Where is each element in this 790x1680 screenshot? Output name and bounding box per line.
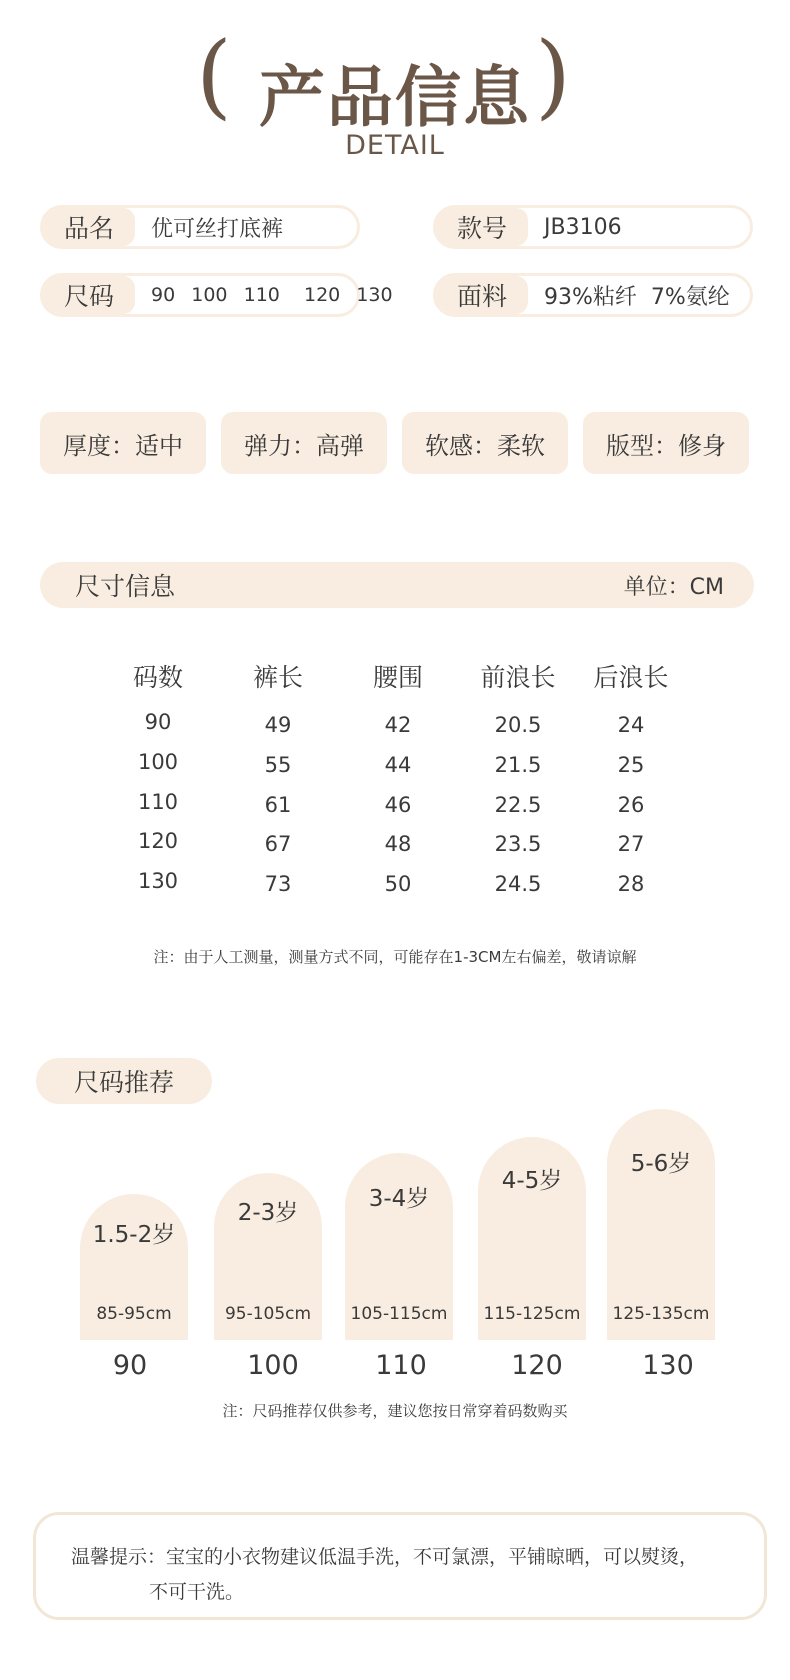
table-cell: 25 <box>617 753 645 777</box>
table-cell: 20.5 <box>494 713 542 737</box>
height-label: 105-115cm <box>350 1304 448 1324</box>
size-label: 120 <box>511 1350 563 1381</box>
table-cell: 27 <box>617 832 645 856</box>
info-label: 品名 <box>43 208 135 246</box>
size-label: 90 <box>112 1350 148 1381</box>
attr-fit: 版型：修身 <box>583 412 749 474</box>
table-cell: 22.5 <box>494 793 542 817</box>
table-cell: 28 <box>617 872 645 896</box>
info-label: 面料 <box>436 276 528 314</box>
table-cell: 73 <box>264 872 292 896</box>
table-header: 码数 <box>132 663 183 692</box>
care-tip-line: 温馨提示：宝宝的小衣物建议低温手洗，不可氯漂，平铺晾晒，可以熨烫， <box>71 1546 699 1568</box>
height-label: 125-135cm <box>612 1304 710 1324</box>
info-pill-size <box>40 273 393 317</box>
size-info-bar <box>40 562 754 608</box>
table-cell: 100 <box>137 750 179 774</box>
table-cell: 26 <box>617 793 645 817</box>
right-paren: ) <box>535 22 571 129</box>
info-value: 优可丝打底裤 <box>151 216 284 242</box>
table-cell: 23.5 <box>494 832 542 856</box>
table-header: 前浪长 <box>480 663 556 692</box>
table-cell: 24 <box>617 713 645 737</box>
size-note: 注：由于人工测量，测量方式不同，可能存在1-3CM左右偏差，敬请谅解 <box>153 948 637 966</box>
table-cell: 90 <box>144 710 172 734</box>
size-label: 110 <box>375 1350 427 1381</box>
info-value: JB3106 <box>544 214 622 240</box>
height-label: 95-105cm <box>224 1304 312 1324</box>
table-cell: 21.5 <box>494 753 542 777</box>
age-label: 5-6岁 <box>630 1151 692 1177</box>
attr-thickness: 厚度：适中 <box>40 412 206 474</box>
info-pill-name <box>40 205 360 249</box>
page-subtitle: DETAIL <box>345 130 445 161</box>
table-cell: 120 <box>137 829 179 853</box>
table-cell: 46 <box>384 793 412 817</box>
info-pill-style-no <box>433 205 753 249</box>
table-header: 裤长 <box>252 663 303 692</box>
info-label: 尺码 <box>43 276 135 314</box>
recommend-title: 尺码推荐 <box>36 1058 212 1104</box>
attr-elasticity: 弹力：高弹 <box>221 412 387 474</box>
age-label: 1.5-2岁 <box>92 1222 176 1248</box>
table-cell: 44 <box>384 753 412 777</box>
age-label: 3-4岁 <box>368 1186 430 1212</box>
age-label: 4-5岁 <box>501 1168 563 1194</box>
table-cell: 24.5 <box>494 872 542 896</box>
height-label: 85-95cm <box>96 1304 172 1324</box>
age-label: 2-3岁 <box>237 1200 299 1226</box>
size-info-unit: 单位：CM <box>623 574 724 600</box>
info-value: 93%粘纤 7%氨纶 <box>544 284 730 310</box>
care-tip-line: 不可干洗。 <box>149 1581 245 1603</box>
size-label: 100 <box>247 1350 299 1381</box>
table-cell: 49 <box>264 713 292 737</box>
table-header: 腰围 <box>372 663 423 692</box>
recommend-note: 注：尺码推荐仅供参考，建议您按日常穿着码数购买 <box>222 1402 568 1420</box>
size-info-title: 尺寸信息 <box>75 572 176 601</box>
info-pill-fabric <box>433 273 753 317</box>
page-title: 产品信息 <box>259 59 531 136</box>
table-cell: 55 <box>264 753 292 777</box>
table-cell: 110 <box>137 790 179 814</box>
table-header: 后浪长 <box>593 663 669 692</box>
left-paren: ( <box>196 22 232 129</box>
table-cell: 61 <box>264 793 292 817</box>
table-cell: 67 <box>264 832 292 856</box>
table-cell: 130 <box>137 869 179 893</box>
table-cell: 48 <box>384 832 412 856</box>
info-label: 款号 <box>436 208 528 246</box>
care-tip-box <box>33 1512 767 1620</box>
info-value: 90 100 110 120 130 <box>151 284 393 306</box>
attr-softness: 软感：柔软 <box>402 412 568 474</box>
height-label: 115-125cm <box>483 1304 581 1324</box>
table-cell: 42 <box>384 713 412 737</box>
table-cell: 50 <box>384 872 412 896</box>
size-label: 130 <box>642 1350 694 1381</box>
